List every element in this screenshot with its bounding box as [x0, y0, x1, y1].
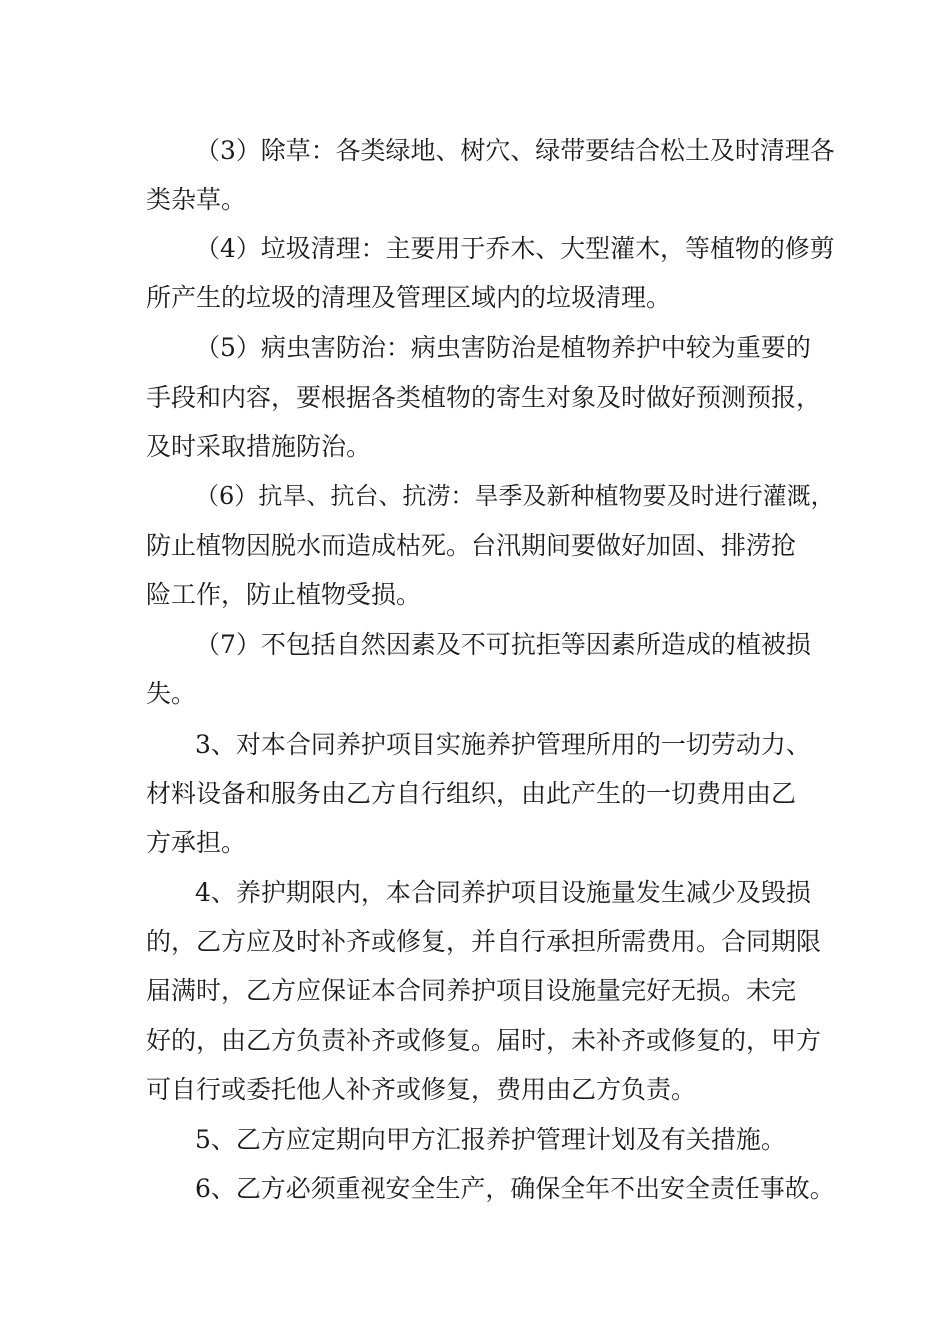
clause-4-line-5: 可自行或委托他人补齐或修复，费用由乙方负责。	[146, 1075, 697, 1104]
item-7-line-2: 失。	[146, 679, 197, 708]
text-line	[0, 378, 950, 418]
text-line	[0, 971, 950, 1011]
item-3-line-1: （3）除草：各类绿地、树穴、绿带要结合松土及时清理各	[195, 136, 835, 165]
item-5-line-2: 手段和内容，要根据各类植物的寄生对象及时做好预测预报，	[146, 383, 822, 412]
item-6-line-2: 防止植物因脱水而造成枯死。台汛期间要做好加固、排涝抢	[146, 531, 797, 560]
text-line	[0, 328, 950, 368]
clause-4-line-4: 好的，由乙方负责补齐或修复。届时，未补齐或修复的，甲方	[146, 1026, 822, 1055]
text-line	[0, 725, 950, 765]
text-line	[0, 1169, 950, 1209]
clause-5-line-1: 5、乙方应定期向甲方汇报养护管理计划及有关措施。	[195, 1125, 786, 1154]
item-4-line-2: 所产生的垃圾的清理及管理区域内的垃圾清理。	[146, 283, 672, 312]
clause-4-line-3: 届满时，乙方应保证本合同养护项目设施量完好无损。未完	[146, 976, 797, 1005]
text-line	[0, 1070, 950, 1110]
text-line	[0, 674, 950, 714]
item-7-line-1: （7）不包括自然因素及不可抗拒等因素所造成的植被损	[195, 630, 811, 659]
text-line	[0, 625, 950, 665]
text-line	[0, 131, 950, 171]
text-line	[0, 774, 950, 814]
item-3-line-2: 类杂草。	[146, 185, 247, 214]
text-line	[0, 1120, 950, 1160]
item-5-line-3: 及时采取措施防治。	[146, 432, 372, 461]
text-line	[0, 922, 950, 962]
text-line	[0, 823, 950, 863]
text-line	[0, 575, 950, 615]
clause-3-line-3: 方承担。	[146, 828, 247, 857]
item-5-line-1: （5）病虫害防治：病虫害防治是植物养护中较为重要的	[195, 333, 811, 362]
clause-4-line-1: 4、养护期限内，本合同养护项目设施量发生减少及毁损	[195, 878, 811, 907]
clause-3-line-1: 3、对本合同养护项目实施养护管理所用的一切劳动力、	[195, 730, 811, 759]
text-line	[0, 229, 950, 269]
item-6-line-3: 险工作，防止植物受损。	[146, 580, 422, 609]
clause-6-line-1: 6、乙方必须重视安全生产，确保全年不出安全责任事故。	[195, 1174, 835, 1203]
text-line	[0, 873, 950, 913]
text-line	[0, 526, 950, 566]
clause-3-line-2: 材料设备和服务由乙方自行组织，由此产生的一切费用由乙	[146, 779, 797, 808]
text-line	[0, 180, 950, 220]
item-4-line-1: （4）垃圾清理：主要用于乔木、大型灌木，等植物的修剪	[195, 234, 835, 263]
text-line	[0, 476, 950, 516]
text-line	[0, 427, 950, 467]
clause-4-line-2: 的，乙方应及时补齐或修复，并自行承担所需费用。合同期限	[146, 927, 822, 956]
item-6-line-1: （6）抗旱、抗台、抗涝：旱季及新种植物要及时进行灌溉，	[195, 482, 835, 510]
text-line	[0, 1021, 950, 1061]
text-line	[0, 278, 950, 318]
